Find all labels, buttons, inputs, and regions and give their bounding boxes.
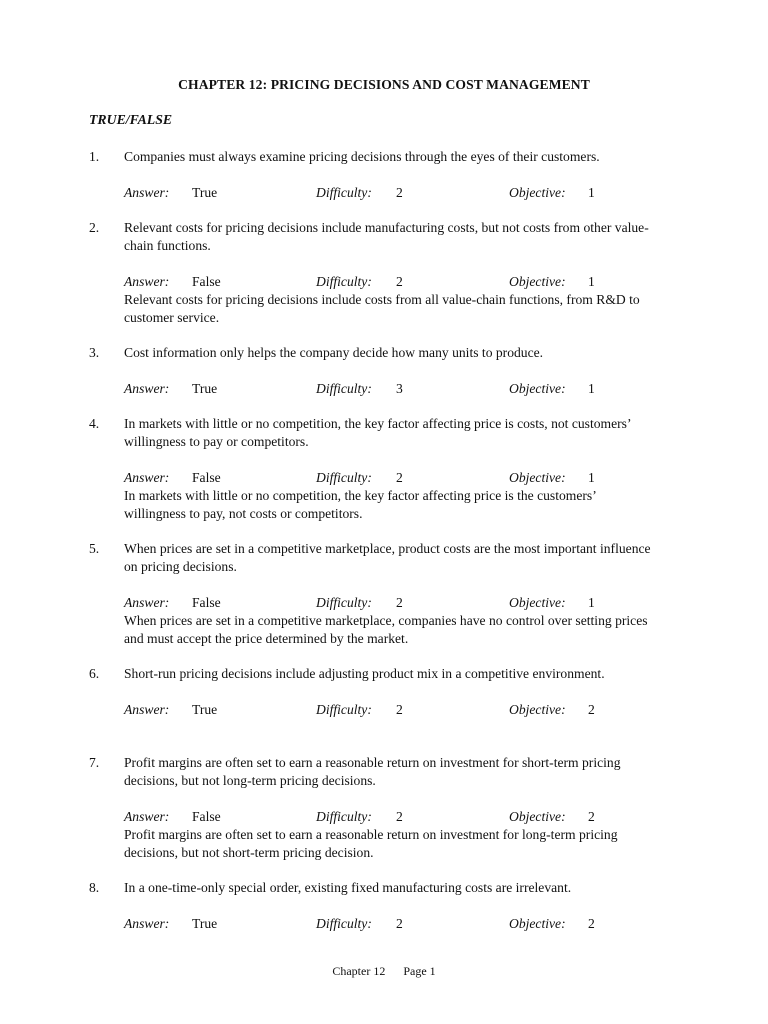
question-text: Relevant costs for pricing decisions include manufacturing costs, but not costs from other value-chain functions. [124,220,649,253]
question-2 [89,219,659,327]
objective-label: Objective: [509,381,566,396]
answer-explanation: Relevant costs for pricing decisions include costs from all value-chain functions, from R&D to customer service. [124,292,640,325]
difficulty-value: 2 [396,274,403,289]
answer-explanation: Profit margins are often set to earn a reasonable return on investment for long-term pricing decisions, but not short-term pricing decision. [124,827,618,860]
question-4 [89,415,659,523]
chapter-title: CHAPTER 12: PRICING DECISIONS AND COST MANAGEMENT [178,77,590,92]
question-8 [89,879,659,933]
question-number: 3. [89,345,100,360]
question-3 [89,344,659,398]
difficulty-value: 2 [396,702,403,717]
answer-label: Answer: [124,595,170,610]
page-footer [0,962,768,980]
difficulty-value: 2 [396,470,403,485]
answer-row [124,701,659,719]
question-text: Companies must always examine pricing decisions through the eyes of their customers. [124,149,600,164]
objective-label: Objective: [509,274,566,289]
difficulty-label: Difficulty: [316,274,372,289]
question-number: 6. [89,666,100,681]
answer-label: Answer: [124,381,170,396]
objective-label: Objective: [509,470,566,485]
question-number: 2. [89,220,100,235]
objective-value: 2 [588,702,595,717]
objective-value: 1 [588,185,595,200]
question-text: When prices are set in a competitive marketplace, product costs are the most important influence on pricing decisions. [124,541,651,574]
objective-value: 1 [588,595,595,610]
objective-label: Objective: [509,916,566,931]
question-text: Short-run pricing decisions include adjusting product mix in a competitive environment. [124,666,605,681]
question-number: 7. [89,755,100,770]
section-heading: TRUE/FALSE [89,112,173,127]
question-number: 8. [89,880,100,895]
difficulty-label: Difficulty: [316,595,372,610]
answer-value: False [192,274,221,289]
objective-value: 2 [588,809,595,824]
difficulty-value: 3 [396,381,403,396]
answer-label: Answer: [124,702,170,717]
answer-explanation: In markets with little or no competition, the key factor affecting price is the customers’ willingness to pay, not costs or competitors. [124,488,596,521]
difficulty-label: Difficulty: [316,381,372,396]
answer-value: False [192,595,221,610]
difficulty-value: 2 [396,809,403,824]
question-number: 5. [89,541,100,556]
difficulty-value: 2 [396,595,403,610]
difficulty-value: 2 [396,916,403,931]
answer-row [124,469,659,487]
answer-row [124,380,659,398]
question-7 [89,754,659,862]
difficulty-value: 2 [396,185,403,200]
difficulty-label: Difficulty: [316,916,372,931]
objective-value: 1 [588,381,595,396]
answer-row [124,273,659,291]
question-number: 4. [89,416,100,431]
objective-label: Objective: [509,595,566,610]
question-6 [89,665,659,719]
question-5 [89,540,659,648]
answer-explanation: When prices are set in a competitive marketplace, companies have no control over setting prices and must accept the price determined by the market. [124,613,648,646]
objective-label: Objective: [509,185,566,200]
answer-value: True [192,185,218,200]
footer-chapter: Chapter 12 [332,964,386,978]
question-number: 1. [89,149,100,164]
difficulty-label: Difficulty: [316,809,372,824]
answer-value: True [192,381,218,396]
answer-label: Answer: [124,916,170,931]
answer-value: False [192,470,221,485]
answer-row [124,915,659,933]
objective-value: 1 [588,274,595,289]
answer-value: False [192,809,221,824]
difficulty-label: Difficulty: [316,702,372,717]
objective-value: 1 [588,470,595,485]
answer-row [124,184,659,202]
answer-label: Answer: [124,470,170,485]
objective-value: 2 [588,916,595,931]
answer-row [124,808,659,826]
answer-row [124,594,659,612]
question-text: Cost information only helps the company decide how many units to produce. [124,345,544,360]
objective-label: Objective: [509,702,566,717]
difficulty-label: Difficulty: [316,470,372,485]
answer-label: Answer: [124,274,170,289]
answer-label: Answer: [124,185,170,200]
answer-value: True [192,702,218,717]
objective-label: Objective: [509,809,566,824]
question-1 [89,148,659,202]
question-text: In a one-time-only special order, existing fixed manufacturing costs are irrelevant. [124,880,572,895]
answer-label: Answer: [124,809,170,824]
footer-page-number: Page 1 [403,964,436,978]
question-text: In markets with little or no competition, the key factor affecting price is costs, not customers’ willingness to pay or competitors. [124,416,631,449]
difficulty-label: Difficulty: [316,185,372,200]
answer-value: True [192,916,218,931]
question-text: Profit margins are often set to earn a reasonable return on investment for short-term pricing decisions, but not long-term pricing decisions. [124,755,621,788]
